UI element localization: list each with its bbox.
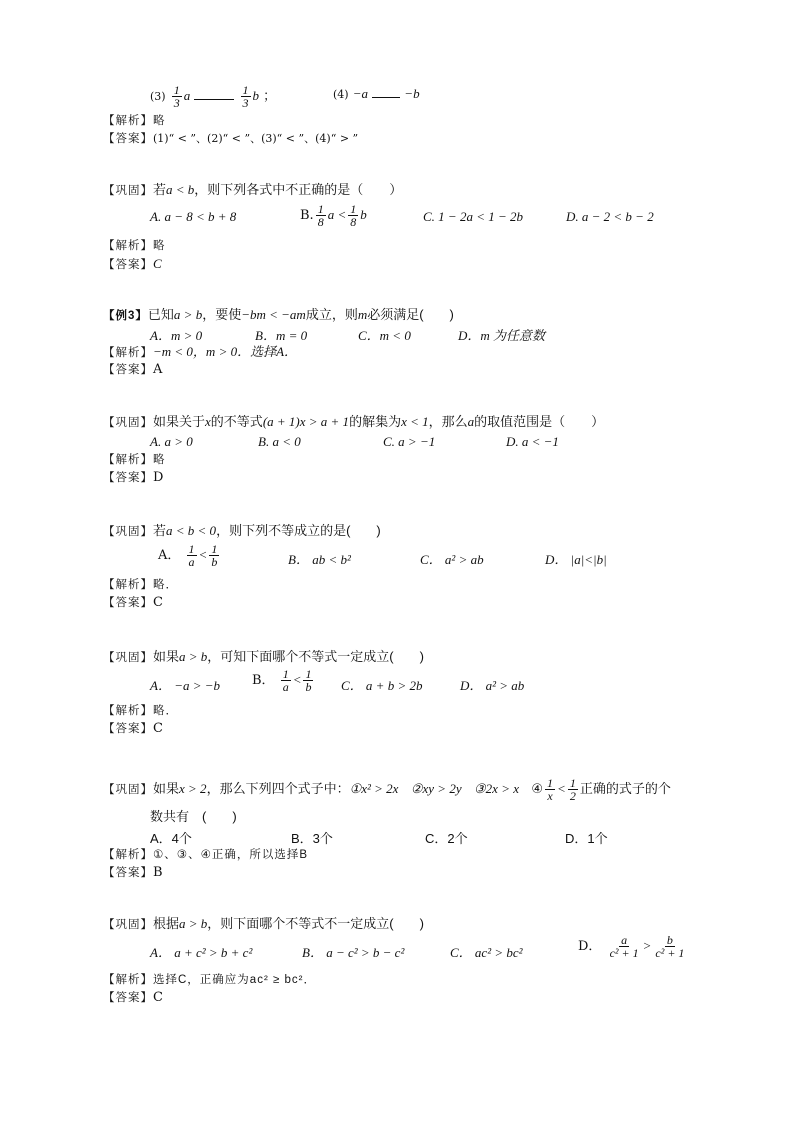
analysis-line: 【解析】略: [103, 115, 166, 127]
option-a: A． a + c² > b + c²: [150, 945, 253, 960]
answer-blank: [372, 97, 400, 98]
option-c: C． a² > ab: [420, 552, 484, 567]
option-d: D．1个: [565, 831, 608, 846]
question-stem: 【例3】已知a > b，要使−bm < −am成立，则m必须满足( ): [103, 307, 454, 322]
option-b: B．3个: [291, 831, 333, 846]
analysis-line: 【解析】略: [103, 240, 166, 252]
question-stem: 【巩固】根据a > b，则下面哪个不等式不一定成立( ): [103, 916, 424, 931]
item-4: (4) −a −b: [333, 86, 420, 101]
question-stem: 【巩固】若a < b，则下列各式中不正确的是（ ）: [103, 182, 403, 197]
option-c: C. a > −1: [383, 434, 436, 449]
option-c: C．m < 0: [358, 328, 411, 343]
option-a: A． −a > −b: [150, 678, 221, 693]
question-stem: 【巩固】如果a > b，可知下面哪个不等式一定成立( ): [103, 649, 424, 664]
answer-line: 【答案】A: [103, 362, 163, 377]
answer-line: 【答案】(1)“ < ”、(2)“ < ”、(3)“ < ”、(4)“ > ”: [103, 132, 359, 145]
option-c: C． ac² > bc²: [450, 945, 523, 960]
analysis-line: 【解析】①、③、④正确，所以选择B: [103, 849, 309, 861]
question-stem: 【巩固】若a < b < 0，则下列不等成立的是( ): [103, 523, 381, 538]
option-a: A. a > 0: [150, 434, 193, 449]
option-c: C． a + b > 2b: [341, 678, 423, 693]
option-d: D． |a|<|b|: [545, 552, 607, 567]
question-stem: 【巩固】如果关于x的不等式(a + 1)x > a + 1的解集为x < 1，那么a的取值范围是（ ）: [103, 414, 605, 429]
option-d: D. a < −1: [506, 434, 559, 449]
answer-line: 【答案】C: [103, 721, 163, 736]
answer-line: 【答案】C: [103, 595, 163, 610]
question-stem-line2: 数共有 ( ): [150, 809, 237, 824]
option-a: A．m > 0: [150, 328, 203, 343]
analysis-line: 【解析】−m < 0，m > 0．选择A．: [103, 344, 298, 359]
analysis-line: 【解析】选择C，正确应为ac² ≥ bc²．: [103, 974, 316, 986]
option-d: D．m 为任意数: [458, 328, 546, 343]
option-b: B． ab < b²: [288, 552, 351, 567]
fraction: $\frac{1}{3}$: [242, 83, 249, 110]
analysis-line: 【解析】略．: [103, 579, 178, 591]
item-3: (3) $\frac{1}{3}$ a $\frac{1}{3}$ b ；: [150, 83, 277, 110]
option-b: B． a − c² > b − c²: [302, 945, 405, 960]
option-a: A．4个: [150, 831, 192, 846]
answer-blank: [194, 99, 234, 100]
answer-line: 【答案】B: [103, 865, 163, 880]
analysis-line: 【解析】略．: [103, 705, 178, 717]
option-d: D． a² > ab: [460, 678, 525, 693]
analysis-line: 【解析】略: [103, 454, 166, 466]
option-b: B. $\frac{1}{8}$ a < $\frac{1}{8}$ b: [300, 202, 367, 229]
option-b: B． $\frac{1}{a}$ < $\frac{1}{b}$: [252, 667, 312, 694]
option-b: B. a < 0: [258, 434, 301, 449]
option-d: D. a − 2 < b − 2: [566, 209, 654, 224]
answer-line: 【答案】D: [103, 470, 164, 485]
option-a: A. a − 8 < b + 8: [150, 209, 237, 224]
question-stem: 【巩固】如果x > 2，那么下列四个式子中：①x² > 2x ②xy > 2y ③2x > x ④ $\frac{1}{x}$ < $\frac{1}{2}$ 正确的式子的个: [103, 776, 671, 803]
option-c: C. 1 − 2a < 1 − 2b: [423, 209, 523, 224]
fraction: $\frac{1}{3}$: [173, 83, 180, 110]
option-d: D． $\frac{a}{\text{c² + 1}}$ > $\frac{b}{\text{c² + 1}}$: [578, 933, 685, 960]
option-a: A． $\frac{1}{a}$ < $\frac{1}{b}$: [158, 542, 218, 569]
option-c: C．2个: [425, 831, 468, 846]
answer-line: 【答案】C: [103, 990, 163, 1005]
option-b: B．m = 0: [255, 328, 308, 343]
answer-line: 【答案】C: [103, 256, 162, 271]
